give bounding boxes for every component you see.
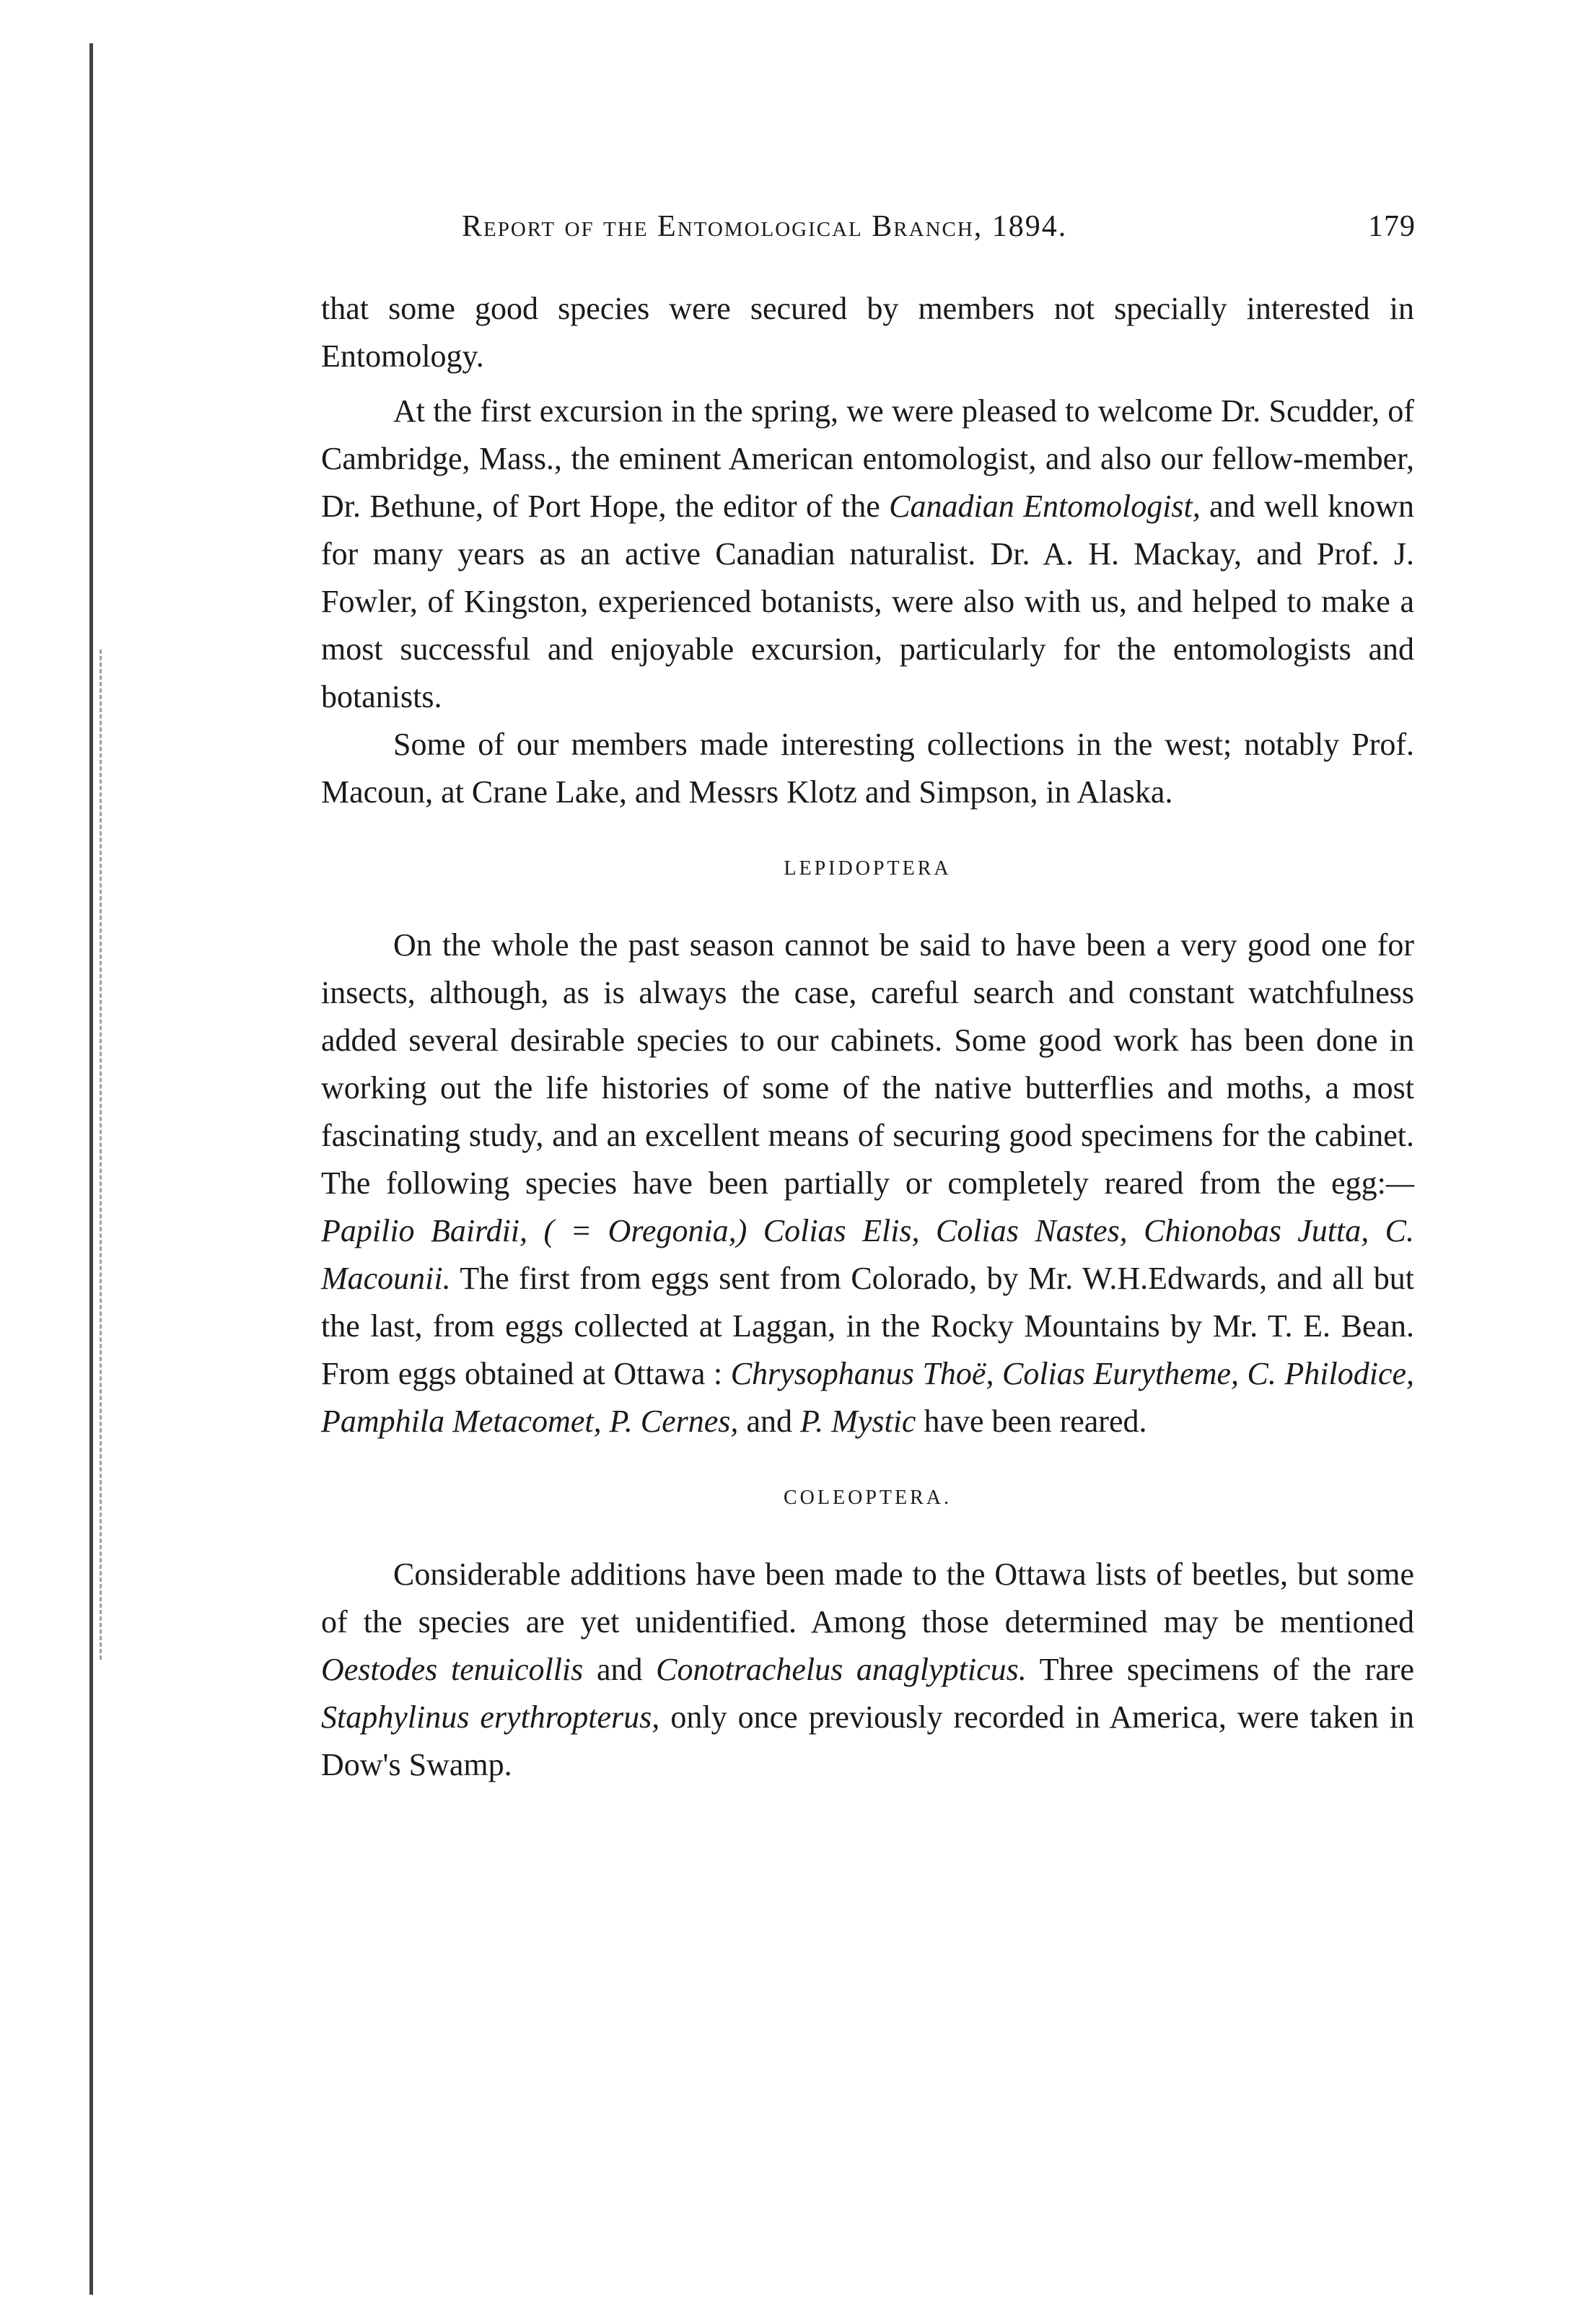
section-heading-coleoptera: COLEOPTERA.	[784, 1487, 952, 1509]
species-name: P. Mystic	[799, 1404, 916, 1439]
page-body	[321, 285, 1414, 1789]
paragraph-text: Some of our members made interesting collections in the west; notably Prof. Macoun, at Crane Lake, and Messrs Klotz and Simpson, in Alaska.	[321, 727, 1414, 810]
text-run: The first from eggs sent from Colorado, by Mr. W.H.Edwards, and all but the last, from eggs collected at Laggan, in the Rocky Mountains by Mr. T. E. Bean. From eggs obtained at Ottawa :	[321, 1261, 1414, 1391]
scan-binding-shadow	[100, 649, 104, 1660]
page-number: 179	[1368, 210, 1416, 243]
species-name: Staphylinus erythropterus,	[321, 1699, 660, 1735]
running-title: Report of the Entomological Branch, 1894.	[462, 210, 1068, 243]
paragraph-lepidoptera	[321, 922, 1414, 1445]
text-run: only once previously recorded in America, were taken in Dow's Swamp.	[321, 1699, 1414, 1782]
running-head	[462, 209, 1416, 244]
section-heading-lepidoptera: LEPIDOPTERA	[784, 857, 952, 880]
paragraph-text: that some good species were secured by members not specially interested in Entomology.	[321, 291, 1414, 374]
scan-binding-edge	[89, 43, 99, 2295]
paragraph-west-collections	[321, 721, 1414, 816]
text-run: and well known for many years as an active Canadian naturalist. Dr. A. H. Mackay, and Prof. J. Fowler, of Kingston, experienced botanists, were also with us, and helped to make a most successful and enjoyable excursion, particularly for the entomologists and botanists.	[321, 489, 1414, 714]
text-run: and	[583, 1652, 657, 1687]
text-run: Considerable additions have been made to the Ottawa lists of beetles, but some of the species are yet unidentified. Among those determined may be mentioned	[321, 1557, 1414, 1640]
species-name: Conotrachelus anaglypticus.	[656, 1652, 1027, 1687]
text-run: and	[738, 1404, 800, 1439]
species-list: —Papilio Bairdii, ( = Oregonia,) Colias Elis, Colias Nastes, Chionobas Jutta, C. Macounii.	[321, 1165, 1414, 1296]
species-list: Chrysophanus Thoë, Colias Eurytheme, C. Philodice, Pamphila Metacomet, P. Cernes,	[321, 1356, 1415, 1439]
species-name: Oestodes tenuicollis	[321, 1652, 584, 1687]
paragraph-continued	[321, 285, 1414, 380]
paragraph-coleoptera	[321, 1551, 1414, 1789]
text-run: Three specimens of the rare	[1026, 1652, 1414, 1687]
text-run: have been reared.	[916, 1404, 1147, 1439]
journal-title: Canadian Entomologist,	[889, 489, 1201, 524]
text-run: On the whole the past season cannot be said to have been a very good one for insects, although, as is always the case, careful search and constant watchfulness added several desirable species to our cabinets. Some good work has been done in working out the life histories of some of the native butterflies and moths, a most fascinating study, and an excellent means of securing good specimens for the cabinet. The following species have been partially or completely reared from the egg:	[321, 927, 1414, 1201]
paragraph-first-excursion	[321, 388, 1414, 721]
text-run: At the first excursion in the spring, we were pleased to welcome Dr. Scudder, of Cambridge, Mass., the eminent American entomologist, and also our fellow-member, Dr. Bethune, of Port Hope, the editor of the	[321, 393, 1414, 524]
